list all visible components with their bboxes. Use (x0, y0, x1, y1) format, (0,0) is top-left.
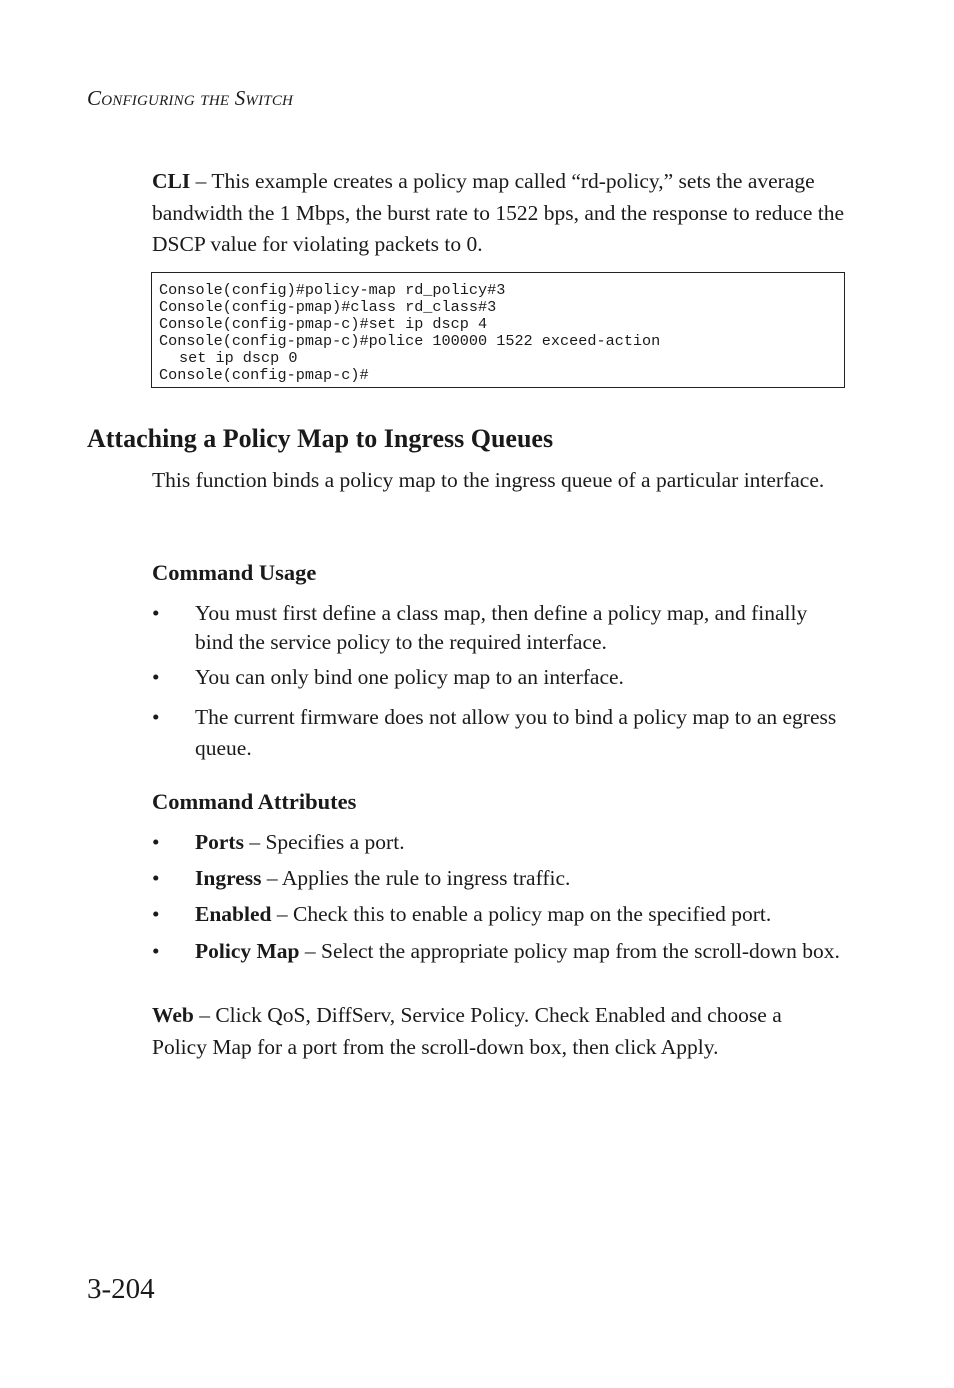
attribute-description: – Select the appropriate policy map from the scroll-down box. (299, 939, 840, 963)
web-instructions-text: – Click QoS, DiffServ, Service Policy. Check Enabled and choose a Policy Map for a port from the scroll-down box, then click Apply. (152, 1003, 782, 1059)
running-header: Configuring the Switch (87, 86, 294, 110)
web-label: Web (152, 1003, 194, 1027)
code-line: Console(config)#policy-map rd_policy#3 (159, 281, 506, 299)
list-item (152, 702, 847, 764)
attribute-term: Enabled (195, 902, 272, 926)
code-line: Console(config-pmap-c)# (159, 366, 369, 384)
code-line: Console(config-pmap-c)#police 100000 1522 exceed-action (159, 332, 661, 350)
section-intro: This function binds a policy map to the ingress queue of a particular interface. (152, 468, 825, 492)
cli-example-paragraph (152, 166, 852, 261)
bullet-icon: • (152, 902, 160, 926)
bullet-icon: • (152, 665, 160, 689)
list-item (152, 900, 847, 928)
code-line: set ip dscp 0 (179, 349, 298, 367)
cli-label: CLI (152, 169, 191, 193)
command-usage-heading: Command Usage (152, 560, 317, 585)
list-item (152, 937, 847, 965)
code-line: Console(config-pmap)#class rd_class#3 (159, 298, 497, 316)
list-item (152, 864, 847, 892)
attribute-description: – Specifies a port. (243, 830, 405, 854)
list-item-text: You can only bind one policy map to an interface. (195, 665, 624, 689)
section-title: Attaching a Policy Map to Ingress Queues (87, 424, 554, 453)
cli-example-text: – This example creates a policy map called “rd-policy,” sets the average bandwidth the 1 Mbps, the burst rate to 1522 bps, and the response to reduce the DSCP value for violating packets to 0. (152, 169, 845, 256)
code-line: Console(config-pmap-c)#set ip dscp 4 (159, 315, 488, 333)
command-attributes-heading: Command Attributes (152, 789, 357, 814)
bullet-icon: • (152, 601, 160, 625)
web-instructions-paragraph (152, 1000, 842, 1063)
command-attributes-list (152, 828, 847, 965)
list-item-text: The current firmware does not allow you to bind a policy map to an egress queue. (195, 705, 837, 760)
attribute-description: – Check this to enable a policy map on the specified port. (271, 902, 772, 926)
attribute-term: Ingress (195, 866, 262, 890)
cli-code-block (151, 272, 845, 388)
list-item (152, 828, 847, 856)
command-usage-list (152, 599, 847, 764)
list-item (152, 599, 847, 657)
bullet-icon: • (152, 830, 160, 854)
page-number: 3-204 (87, 1273, 155, 1305)
list-item (152, 663, 847, 692)
attribute-term: Ports (195, 830, 244, 854)
attribute-term: Policy Map (195, 939, 300, 963)
attribute-description: – Applies the rule to ingress traffic. (261, 866, 571, 890)
bullet-icon: • (152, 866, 160, 890)
bullet-icon: • (152, 939, 160, 963)
list-item-text: You must first define a class map, then define a policy map, and finally bind the service policy to the required interface. (195, 601, 808, 654)
bullet-icon: • (152, 705, 160, 729)
